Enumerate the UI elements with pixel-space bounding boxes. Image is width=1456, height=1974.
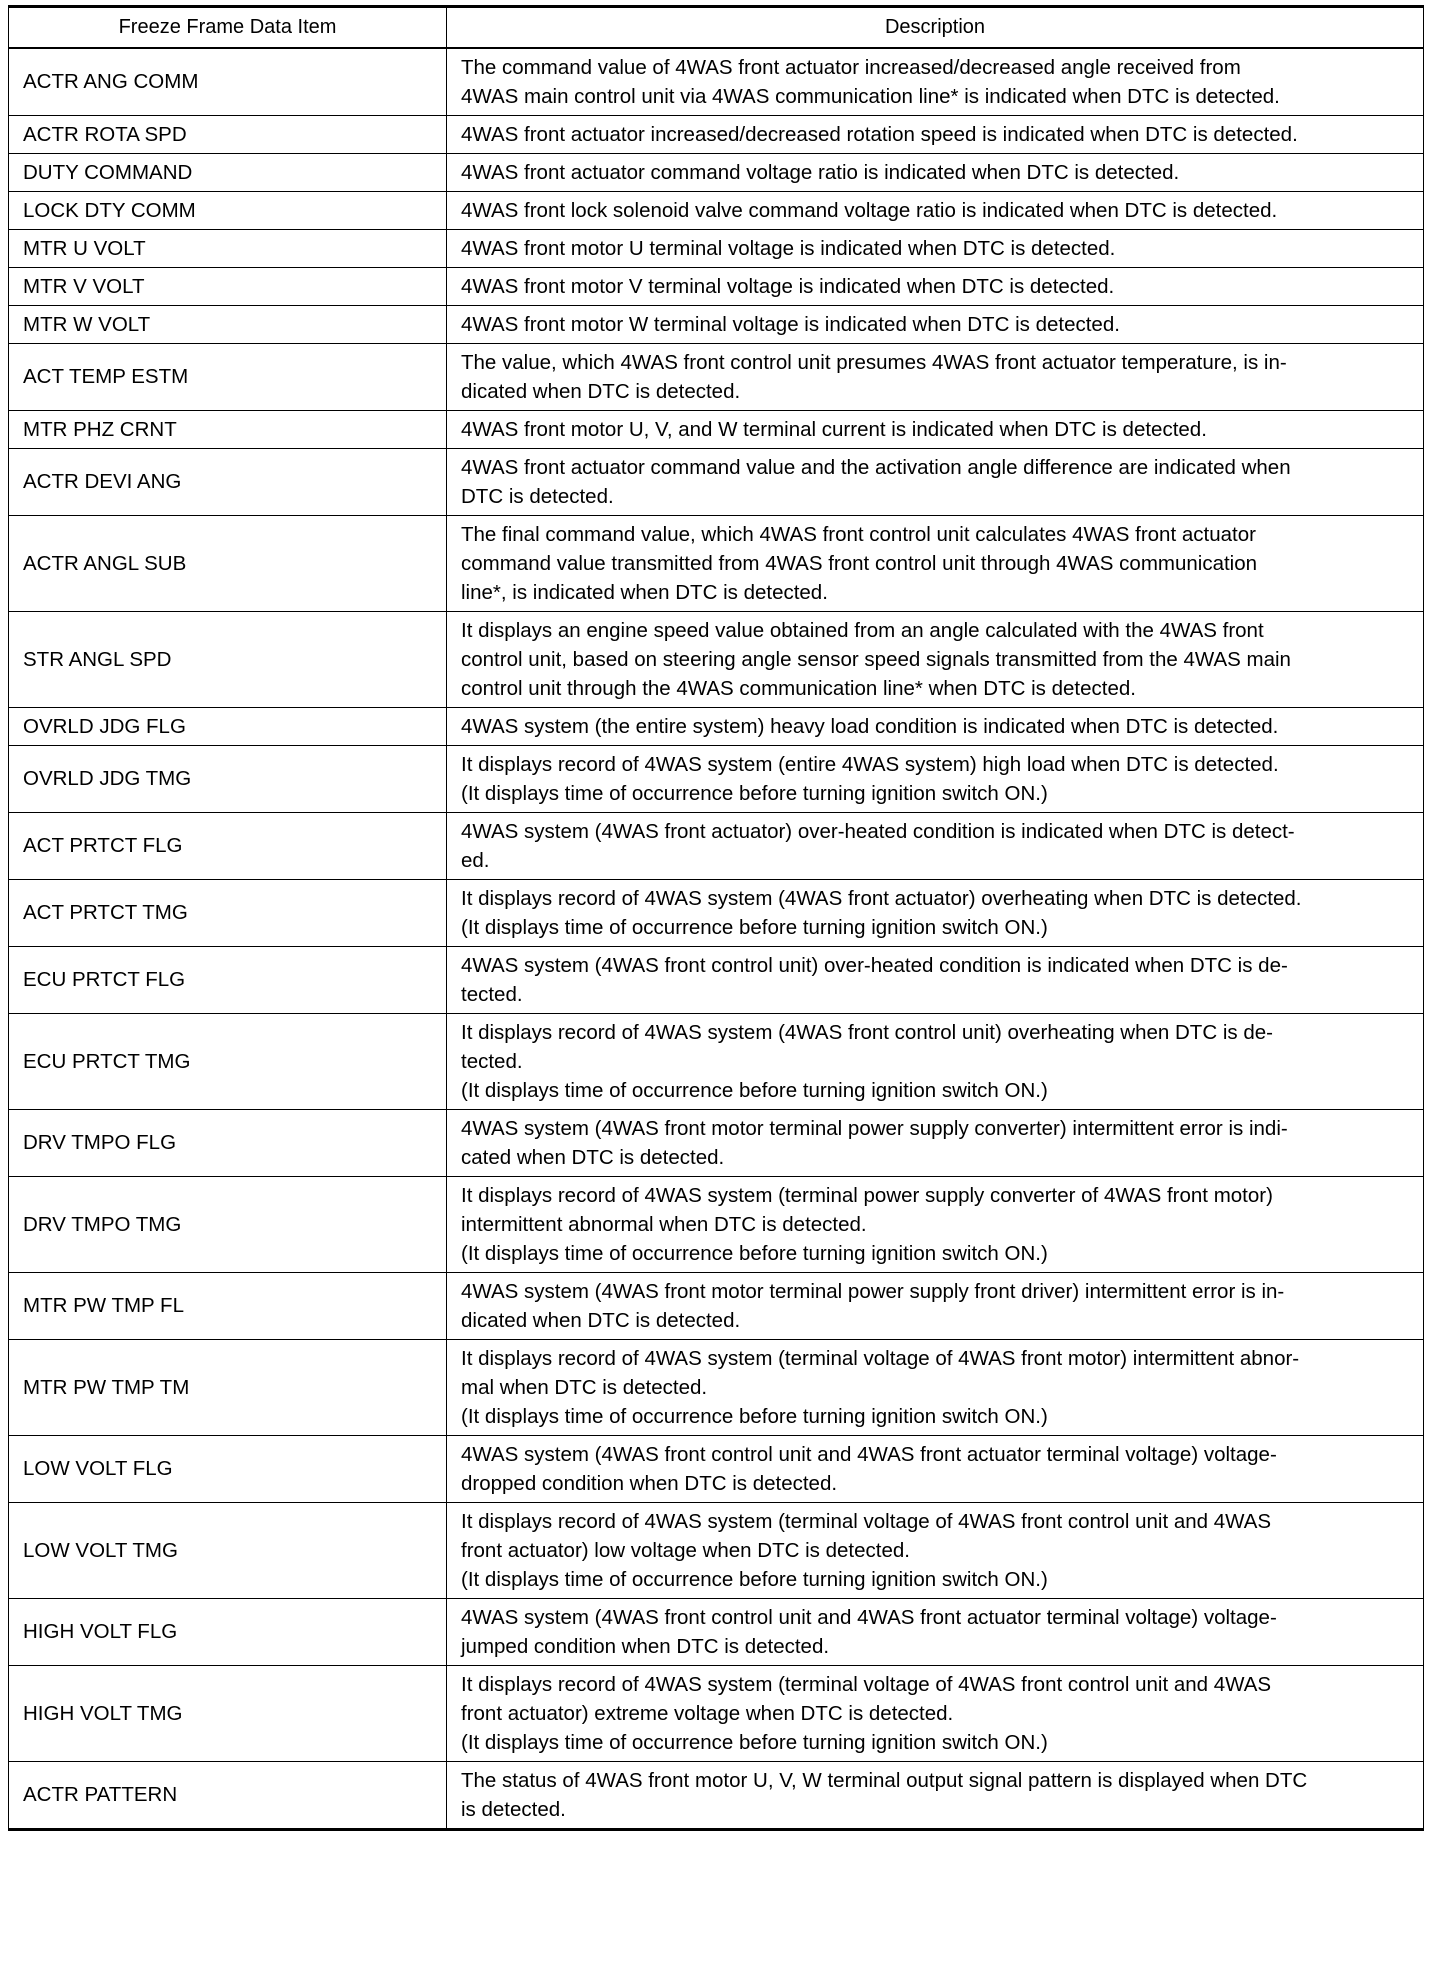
freeze-frame-data-item: ACT PRTCT TMG: [9, 879, 447, 946]
freeze-frame-data-item: DUTY COMMAND: [9, 153, 447, 191]
table-row: [9, 153, 1424, 191]
freeze-frame-data-description: It displays record of 4WAS system (terminal power supply converter of 4WAS front motor) intermittent abnormal when DTC is detected. (It displays time of occurrence before turning ignition switch ON.): [447, 1176, 1424, 1272]
freeze-frame-data-item: MTR PW TMP FL: [9, 1272, 447, 1339]
freeze-frame-data-item: LOCK DTY COMM: [9, 191, 447, 229]
freeze-frame-data-description: It displays record of 4WAS system (terminal voltage of 4WAS front control unit and 4WAS front actuator) low voltage when DTC is detected. (It displays time of occurrence before turning ignition switch ON.): [447, 1502, 1424, 1598]
freeze-frame-data-item: ACTR DEVI ANG: [9, 448, 447, 515]
table-row: [9, 267, 1424, 305]
freeze-frame-data-item: ACTR ANG COMM: [9, 48, 447, 116]
freeze-frame-data-description: The status of 4WAS front motor U, V, W terminal output signal pattern is displayed when DTC is detected.: [447, 1761, 1424, 1829]
freeze-frame-data-item: DRV TMPO FLG: [9, 1109, 447, 1176]
table-row: [9, 410, 1424, 448]
freeze-frame-data-item: MTR W VOLT: [9, 305, 447, 343]
freeze-frame-data-description: It displays record of 4WAS system (terminal voltage of 4WAS front control unit and 4WAS front actuator) extreme voltage when DTC is detected. (It displays time of occurrence before turning ignition switch ON.): [447, 1665, 1424, 1761]
table-row: [9, 611, 1424, 707]
table-body: [9, 48, 1424, 1830]
freeze-frame-data-description: It displays record of 4WAS system (4WAS front control unit) overheating when DTC is de- tected. (It displays time of occurrence before turning ignition switch ON.): [447, 1013, 1424, 1109]
freeze-frame-data-description: 4WAS front actuator command value and the activation angle difference are indicated when DTC is detected.: [447, 448, 1424, 515]
column-header-description: Description: [447, 7, 1424, 48]
table-row: [9, 1502, 1424, 1598]
table-row: [9, 707, 1424, 745]
freeze-frame-data-item: HIGH VOLT FLG: [9, 1598, 447, 1665]
freeze-frame-data-item: ECU PRTCT TMG: [9, 1013, 447, 1109]
freeze-frame-data-description: It displays record of 4WAS system (4WAS front actuator) overheating when DTC is detected. (It displays time of occurrence before turning ignition switch ON.): [447, 879, 1424, 946]
table-row: [9, 946, 1424, 1013]
freeze-frame-data-item: HIGH VOLT TMG: [9, 1665, 447, 1761]
column-header-item: Freeze Frame Data Item: [9, 7, 447, 48]
freeze-frame-data-description: 4WAS system (the entire system) heavy load condition is indicated when DTC is detected.: [447, 707, 1424, 745]
freeze-frame-data-item: ECU PRTCT FLG: [9, 946, 447, 1013]
table-row: [9, 191, 1424, 229]
freeze-frame-data-item: ACT PRTCT FLG: [9, 812, 447, 879]
freeze-frame-data-item: MTR PHZ CRNT: [9, 410, 447, 448]
freeze-frame-data-description: The value, which 4WAS front control unit presumes 4WAS front actuator temperature, is in- dicated when DTC is detected.: [447, 343, 1424, 410]
freeze-frame-data-item: ACTR PATTERN: [9, 1761, 447, 1829]
table-row: [9, 1761, 1424, 1829]
freeze-frame-data-table-container: [8, 5, 1423, 1831]
freeze-frame-data-description: 4WAS front motor U terminal voltage is indicated when DTC is detected.: [447, 229, 1424, 267]
freeze-frame-data-table: [8, 5, 1424, 1831]
freeze-frame-data-item: MTR V VOLT: [9, 267, 447, 305]
freeze-frame-data-description: 4WAS front actuator increased/decreased rotation speed is indicated when DTC is detected.: [447, 115, 1424, 153]
freeze-frame-data-description: It displays record of 4WAS system (entire 4WAS system) high load when DTC is detected. (It displays time of occurrence before turning ignition switch ON.): [447, 745, 1424, 812]
freeze-frame-data-description: The final command value, which 4WAS front control unit calculates 4WAS front actuator command value transmitted from 4WAS front control unit through 4WAS communication line*, is indicated when DTC is detected.: [447, 515, 1424, 611]
table-row: [9, 343, 1424, 410]
table-row: [9, 1109, 1424, 1176]
table-row: [9, 1013, 1424, 1109]
table-row: [9, 1435, 1424, 1502]
freeze-frame-data-item: LOW VOLT TMG: [9, 1502, 447, 1598]
freeze-frame-data-item: ACT TEMP ESTM: [9, 343, 447, 410]
table-row: [9, 1598, 1424, 1665]
table-row: [9, 1176, 1424, 1272]
freeze-frame-data-description: It displays record of 4WAS system (terminal voltage of 4WAS front motor) intermittent abnor- mal when DTC is detected. (It displays time of occurrence before turning ignition switch ON.): [447, 1339, 1424, 1435]
freeze-frame-data-description: 4WAS system (4WAS front motor terminal power supply converter) intermittent error is indi- cated when DTC is detected.: [447, 1109, 1424, 1176]
freeze-frame-data-description: 4WAS front motor W terminal voltage is indicated when DTC is detected.: [447, 305, 1424, 343]
freeze-frame-data-description: 4WAS system (4WAS front motor terminal power supply front driver) intermittent error is in- dicated when DTC is detected.: [447, 1272, 1424, 1339]
freeze-frame-data-description: 4WAS system (4WAS front control unit and 4WAS front actuator terminal voltage) voltage- dropped condition when DTC is detected.: [447, 1435, 1424, 1502]
freeze-frame-data-description: 4WAS system (4WAS front actuator) over-heated condition is indicated when DTC is detect- ed.: [447, 812, 1424, 879]
freeze-frame-data-item: DRV TMPO TMG: [9, 1176, 447, 1272]
freeze-frame-data-description: 4WAS front actuator command voltage ratio is indicated when DTC is detected.: [447, 153, 1424, 191]
freeze-frame-data-item: ACTR ROTA SPD: [9, 115, 447, 153]
freeze-frame-data-description: 4WAS system (4WAS front control unit and 4WAS front actuator terminal voltage) voltage- jumped condition when DTC is detected.: [447, 1598, 1424, 1665]
table-header-row: [9, 7, 1424, 48]
freeze-frame-data-description: 4WAS front motor V terminal voltage is indicated when DTC is detected.: [447, 267, 1424, 305]
table-row: [9, 448, 1424, 515]
table-row: [9, 305, 1424, 343]
table-row: [9, 515, 1424, 611]
table-row: [9, 115, 1424, 153]
freeze-frame-data-description: 4WAS front motor U, V, and W terminal current is indicated when DTC is detected.: [447, 410, 1424, 448]
table-row: [9, 1665, 1424, 1761]
freeze-frame-data-item: ACTR ANGL SUB: [9, 515, 447, 611]
freeze-frame-data-item: MTR U VOLT: [9, 229, 447, 267]
freeze-frame-data-item: OVRLD JDG TMG: [9, 745, 447, 812]
table-row: [9, 1339, 1424, 1435]
table-row: [9, 1272, 1424, 1339]
table-row: [9, 745, 1424, 812]
table-row: [9, 879, 1424, 946]
freeze-frame-data-item: MTR PW TMP TM: [9, 1339, 447, 1435]
freeze-frame-data-description: It displays an engine speed value obtained from an angle calculated with the 4WAS front control unit, based on steering angle sensor speed signals transmitted from the 4WAS main control unit through the 4WAS communication line* when DTC is detected.: [447, 611, 1424, 707]
table-row: [9, 812, 1424, 879]
freeze-frame-data-description: The command value of 4WAS front actuator increased/decreased angle received from 4WAS main control unit via 4WAS communication line* is indicated when DTC is detected.: [447, 48, 1424, 116]
freeze-frame-data-item: LOW VOLT FLG: [9, 1435, 447, 1502]
freeze-frame-data-description: 4WAS system (4WAS front control unit) over-heated condition is indicated when DTC is de- tected.: [447, 946, 1424, 1013]
table-row: [9, 229, 1424, 267]
freeze-frame-data-description: 4WAS front lock solenoid valve command voltage ratio is indicated when DTC is detected.: [447, 191, 1424, 229]
freeze-frame-data-item: STR ANGL SPD: [9, 611, 447, 707]
freeze-frame-data-item: OVRLD JDG FLG: [9, 707, 447, 745]
table-row: [9, 48, 1424, 116]
